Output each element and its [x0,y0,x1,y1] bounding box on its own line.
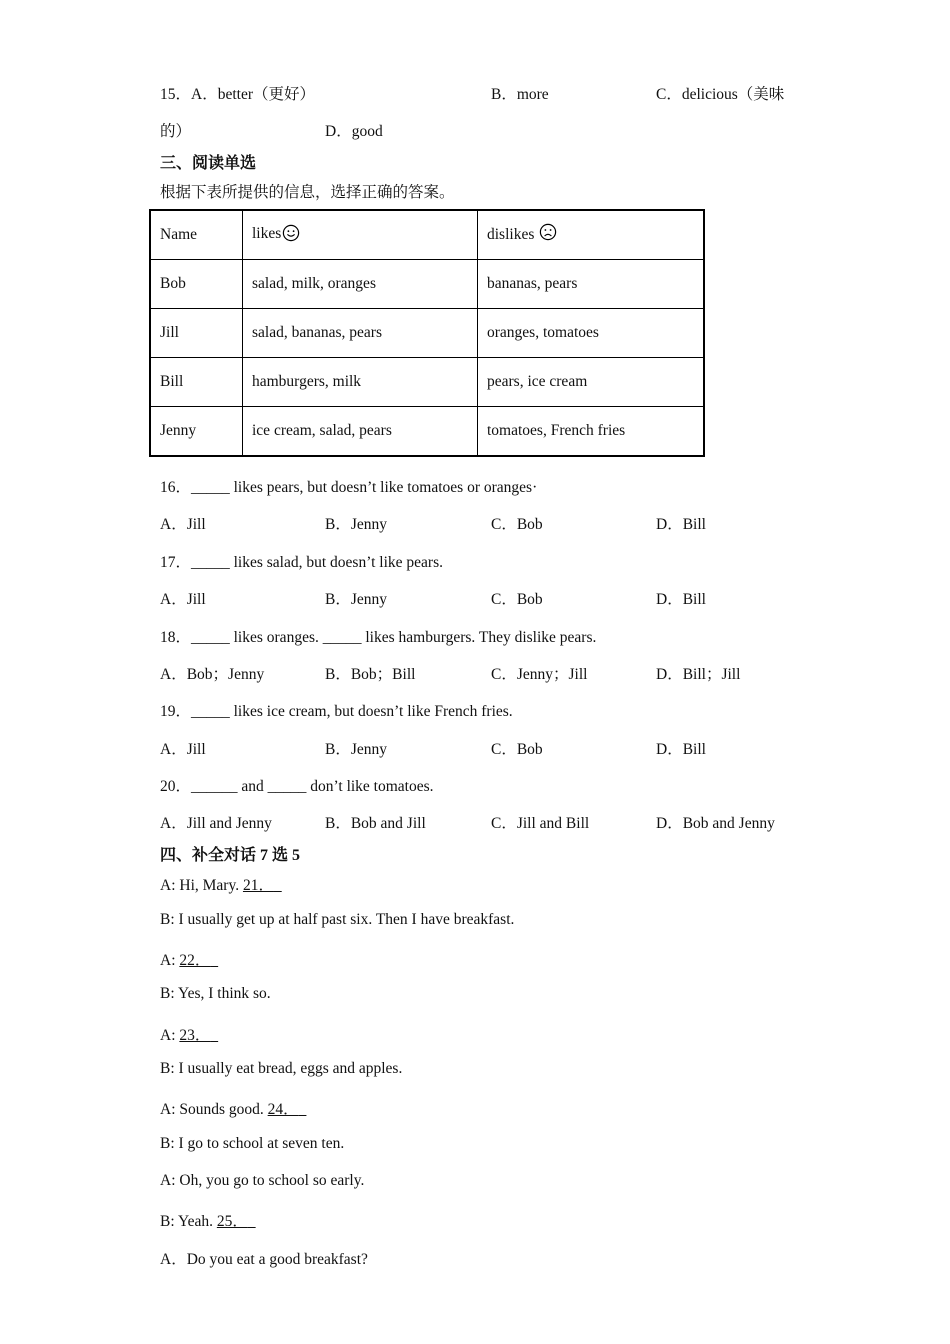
table-row [150,358,704,407]
q17-option-c: C．Bob [491,591,543,608]
smiley-face-icon [282,224,300,247]
cell-dislikes: oranges, tomatoes [478,309,705,358]
q18-option-c: C．Jenny；Jill [491,666,588,683]
sad-face-icon [539,223,557,248]
cell-likes: ice cream, salad, pears [243,407,478,457]
q16-option-d: D．Bill [656,516,706,533]
dialogue-line: A: Hi, Mary. 21． [160,877,274,894]
q20-option-b: B．Bob and Jill [325,815,426,832]
cell-dislikes: pears, ice cream [478,358,705,407]
cell-likes: salad, milk, oranges [243,260,478,309]
cell-name: Jenny [150,407,243,457]
blank-21[interactable]: 21． [242,877,274,894]
q16-option-a: A．Jill [160,516,206,533]
table-row [150,407,704,457]
blank-25[interactable]: 25． [216,1213,248,1230]
q20-option-d: D．Bob and Jenny [656,815,775,832]
q19-option-b: B．Jenny [325,741,388,758]
q15-option-d: D．good [325,123,383,140]
dialogue-line: A: 22． [160,952,211,969]
q19-option-a: A．Jill [160,741,206,758]
q19-option-d: D．Bill [656,741,706,758]
header-dislikes: dislikes [478,210,705,260]
cell-name: Jill [150,309,243,358]
cell-name: Bob [150,260,243,309]
q15-option-c: C．delicious（美味 [656,86,785,103]
section3-instruction: 根据下表所提供的信息，选择正确的答案。 [160,184,455,201]
table-header-row [150,210,704,260]
cell-dislikes: bananas, pears [478,260,705,309]
cell-likes: salad, bananas, pears [243,309,478,358]
dialogue-line: A: 23． [160,1027,211,1044]
q15-option-c-cont: 的） [160,123,192,140]
cell-likes: hamburgers, milk [243,358,478,407]
section4-title: 四、补全对话 7 选 5 [160,847,301,864]
q17-option-b: B．Jenny [325,591,388,608]
q18-stem: 18．_____ likes oranges. _____ likes hamburgers. They dislike pears. [160,629,597,646]
header-name: Name [150,210,243,260]
q20-option-a: A．Jill and Jenny [160,815,272,832]
q16-option-c: C．Bob [491,516,543,533]
q18-option-d: D．Bill；Jill [656,666,741,683]
q18-option-a: A．Bob；Jenny [160,666,265,683]
food-preference-table [149,209,705,457]
blank-22[interactable]: 22． [179,952,211,969]
dialogue-line: B: I go to school at seven ten. [160,1135,345,1152]
section3-title: 三、阅读单选 [160,155,257,172]
q20-stem: 20．______ and _____ don’t like tomatoes. [160,778,434,795]
q20-option-c: C．Jill and Bill [491,815,590,832]
dialogue-line: B: I usually get up at half past six. Then I have breakfast. [160,911,515,928]
dialogue-line: A: Oh, you go to school so early. [160,1172,365,1189]
q15-option-b: B．more [491,86,549,103]
q18-option-b: B．Bob；Bill [325,666,416,683]
cell-dislikes: tomatoes, French fries [478,407,705,457]
q17-option-d: D．Bill [656,591,706,608]
q17-option-a: A．Jill [160,591,206,608]
dialogue-line: B: Yeah. 25． [160,1213,248,1230]
q15-stem: 15．A．better（更好） [160,86,315,103]
dialogue-line: B: I usually eat bread, eggs and apples. [160,1060,403,1077]
table-row [150,260,704,309]
cell-name: Bill [150,358,243,407]
header-likes: likes [243,210,478,260]
blank-23[interactable]: 23． [179,1027,211,1044]
q16-stem: 16．_____ likes pears, but doesn’t like tomatoes or oranges· [160,479,538,496]
q19-stem: 19．_____ likes ice cream, but doesn’t like French fries. [160,703,513,720]
blank-24[interactable]: 24． [267,1101,299,1118]
q19-option-c: C．Bob [491,741,543,758]
choice-a: A．Do you eat a good breakfast? [160,1251,368,1268]
q17-stem: 17．_____ likes salad, but doesn’t like pears. [160,554,443,571]
q16-option-b: B．Jenny [325,516,388,533]
dialogue-line: B: Yes, I think so. [160,985,271,1002]
dialogue-line: A: Sounds good. 24． [160,1101,299,1118]
table-row [150,309,704,358]
